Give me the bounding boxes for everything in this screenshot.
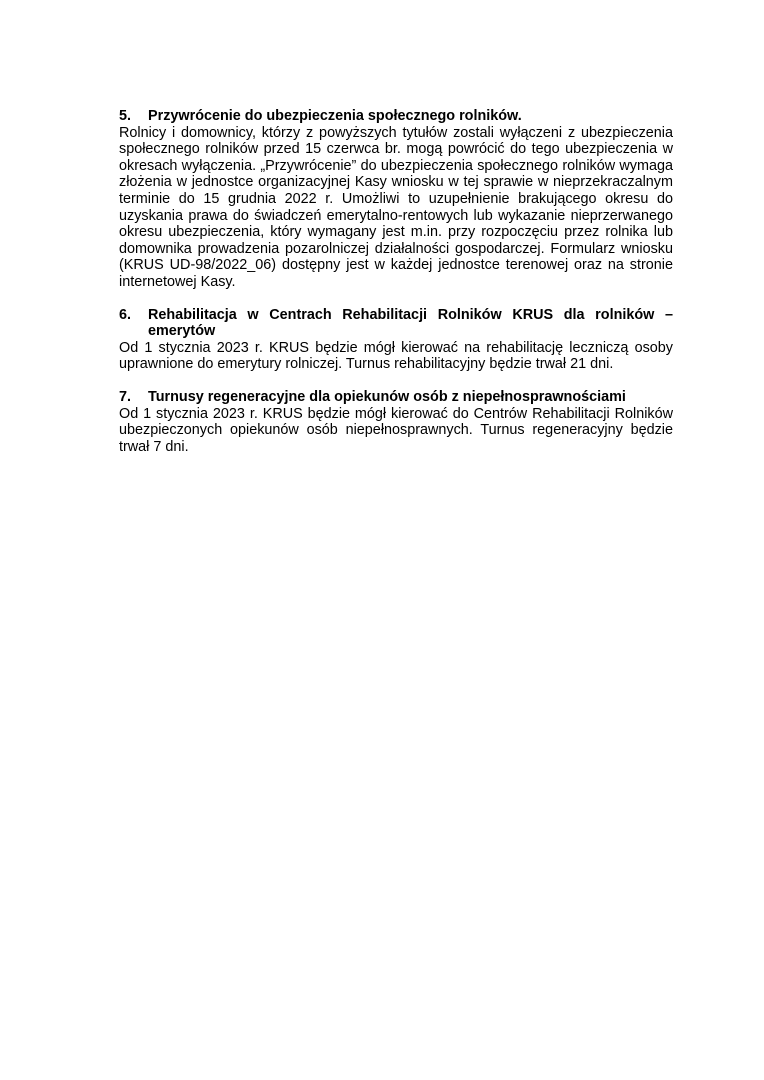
section-title: Turnusy regeneracyjne dla opiekunów osób z niepełnosprawnościami [148,388,626,405]
section-7 [119,389,673,455]
section-title: Przywrócenie do ubezpieczenia społecznego rolników. [148,108,522,124]
section-body: Od 1 stycznia 2023 r. KRUS będzie mógł kierować na rehabilitację leczniczą osoby uprawnione do emerytury rolniczej. Turnus rehabilitacyjny będzie trwał 21 dni. [119,339,673,373]
section-number: 7. [119,388,132,405]
section-title: Rehabilitacja w Centrach Rehabilitacji Rolników KRUS dla rolników – emerytów [148,306,673,340]
section-body: Rolnicy i domownicy, którzy z powyższych tytułów zostali wyłączeni z ubezpieczenia społecznego rolników przed 15 czerwca br. mogą powrócić do tego ubezpieczenia w okresach wyłączenia. „Przywrócenie” do ubezpieczenia społecznego rolników wymaga złożenia w jednostce organizacyjnej Kasy wniosku w tej sprawie w nieprzekraczalnym terminie do 15 grudnia 2022 r. Umożliwi to uzupełnienie brakującego okresu do uzyskania prawa do świadczeń emerytalno-rentowych lub wykazanie nieprzerwanego okresu ubezpieczenia, który wymagany jest m.in. przy rozpoczęciu przez rolnika lub domownika prowadzenia pozarolniczej działalności gospodarczej. Formularz wniosku (KRUS UD-98/2022_06) dostępny jest w każdej jednostce terenowej oraz na stronie internetowej Kasy. [119,124,673,290]
section-6 [119,307,673,373]
section-number: 6. [119,306,132,323]
section-heading [119,389,673,406]
section-5 [119,108,673,291]
document-page [119,108,673,471]
section-number: 5. [119,108,132,124]
section-heading [119,108,673,125]
section-heading [119,307,673,340]
section-body: Od 1 stycznia 2023 r. KRUS będzie mógł kierować do Centrów Rehabilitacji Rolników ubezpieczonych opiekunów osób niepełnosprawnych. Turnus regeneracyjny będzie trwał 7 dni. [119,405,673,455]
